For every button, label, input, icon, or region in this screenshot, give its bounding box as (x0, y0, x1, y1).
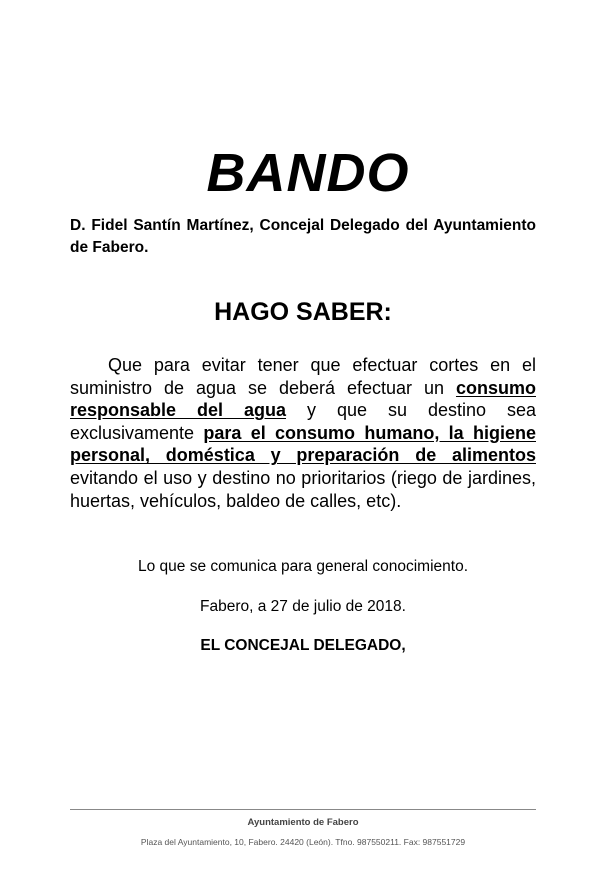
issuer-statement: D. Fidel Santín Martínez, Concejal Delegado del Ayuntamiento de Fabero. (70, 217, 536, 256)
announcement-body (70, 354, 536, 512)
body-text-part-1: Que para evitar tener que efectuar cortes en el suministro de agua se deberá efectuar un (70, 355, 536, 398)
body-text-part-2: y que su destino sea exclusivamente (70, 400, 536, 443)
body-emphasis-responsible-consumption: consumo responsable del agua (70, 377, 536, 421)
announcement-heading: HAGO SABER: (214, 298, 392, 326)
footer-divider (70, 809, 536, 810)
closing-statement: Lo que se comunica para general conocimiento. (137, 558, 468, 575)
body-emphasis-permitted-uses: para el consumo humano, la higiene personal, doméstica y preparación de alimentos (70, 422, 536, 466)
body-text-part-3: evitando el uso y destino no prioritarios (riego de jardines, huertas, vehículos, baldeo de calles, etc). (70, 467, 536, 511)
footer-contact-address: Plaza del Ayuntamiento, 10, Fabero. 24420 (León). Tfno. 987550211. Fax: 987551729 (140, 837, 466, 847)
document-title: BANDO (206, 143, 410, 203)
footer-organization: Ayuntamiento de Fabero (247, 817, 359, 828)
place-and-date: Fabero, a 27 de julio de 2018. (200, 598, 406, 615)
signature-line: EL CONCEJAL DELEGADO, (200, 637, 406, 654)
